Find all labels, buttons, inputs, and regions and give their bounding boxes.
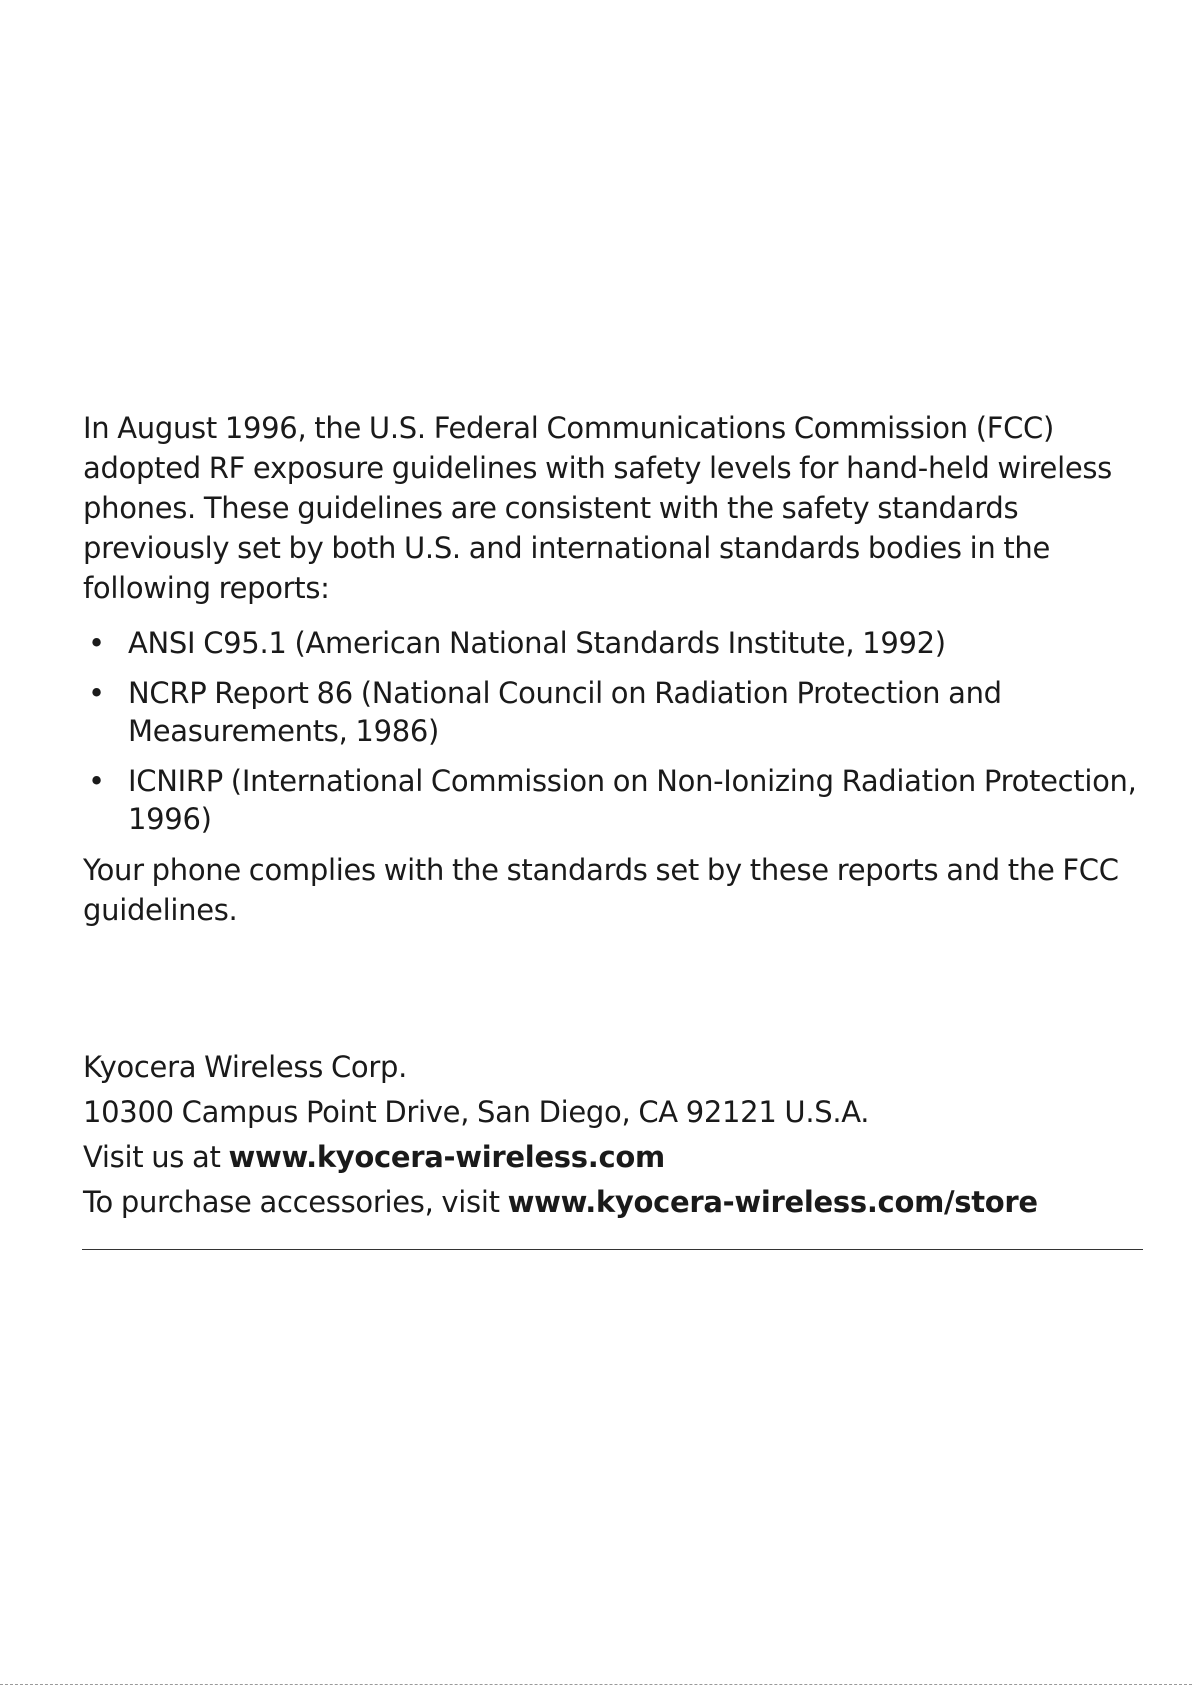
contact-block — [83, 1045, 1143, 1225]
list-item — [83, 674, 1143, 750]
list-item — [83, 762, 1143, 838]
company-name: Kyocera Wireless Corp. — [83, 1050, 408, 1084]
report-text: ANSI C95.1 (American National Standards Institute, 1992) — [128, 626, 946, 660]
store-prefix: To purchase accessories, visit — [83, 1185, 508, 1219]
bullet-icon: • — [88, 676, 105, 710]
report-text: ICNIRP (International Commission on Non-Ionizing Radiation Protection, 1996) — [128, 764, 1137, 836]
horizontal-divider — [82, 1249, 1143, 1250]
visit-prefix: Visit us at — [83, 1140, 229, 1174]
visit-line — [83, 1135, 1143, 1180]
store-line — [83, 1180, 1143, 1225]
bullet-icon: • — [88, 626, 105, 660]
intro-paragraph: In August 1996, the U.S. Federal Communications Commission (FCC) adopted RF exposure guidelines with safety levels for hand-held wireless phones. These guidelines are consistent with the safety standards previously set by both U.S. and international standards bodies in the following reports: — [83, 411, 1112, 605]
bullet-icon: • — [88, 764, 105, 798]
rf-exposure-section — [83, 408, 1143, 930]
reports-list — [83, 624, 1143, 838]
store-link[interactable]: www.kyocera-wireless.com/store — [507, 1185, 1038, 1219]
company-address: 10300 Campus Point Drive, San Diego, CA 92121 U.S.A. — [83, 1095, 870, 1129]
list-item — [83, 624, 1143, 662]
report-text: NCRP Report 86 (National Council on Radiation Protection and Measurements, 1986) — [128, 676, 1002, 748]
website-link[interactable]: www.kyocera-wireless.com — [228, 1140, 665, 1174]
compliance-paragraph: Your phone complies with the standards set by these reports and the FCC guidelines. — [83, 853, 1119, 927]
